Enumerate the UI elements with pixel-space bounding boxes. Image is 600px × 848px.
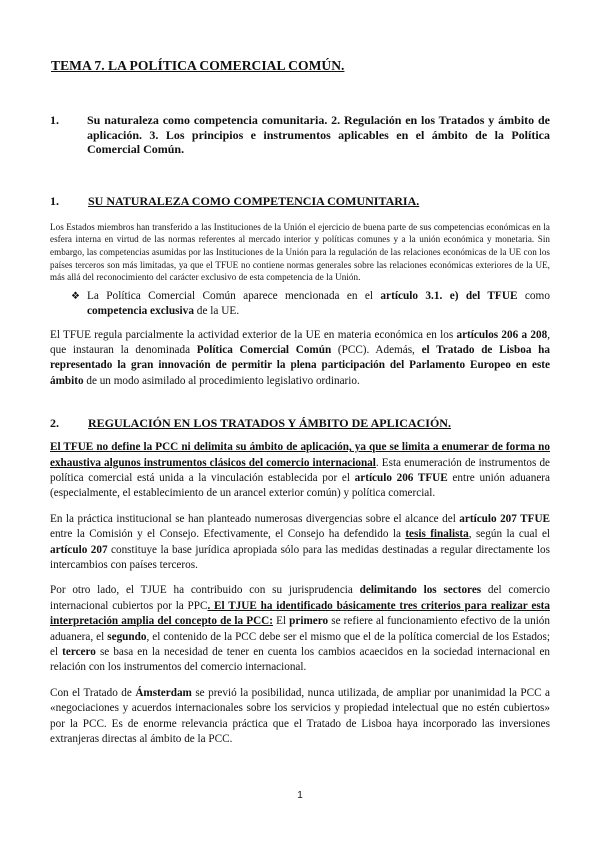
bold-run: delimitando los sectores: [359, 584, 482, 597]
text-run: Por otro lado, el TJUE ha contribuido con su jurisprudencia: [50, 584, 360, 597]
bold-underlined-run: . El TJUE ha identificado básicamente tres criterios para realizar esta interpretación amplia del concepto de la PCC:: [50, 599, 551, 628]
text-run: (PCC). Además,: [331, 343, 422, 356]
bold-run: Ámsterdam: [135, 686, 192, 699]
section-2-paragraph-4: [50, 686, 550, 748]
text-run: se previó la posibilidad, nunca utilizada, de ampliar por unanimidad la PCC a «negociaciones y acuerdos internacionales sobre los servicios y propiedad intelectual que no estén cubiertos» por la PCC. Es de enorme relevancia práctica que el Tratado de Lisboa haya incorporado las inversiones extranjeras directas al ámbito de la PCC.: [50, 686, 550, 746]
section-1-paragraph: [50, 328, 550, 390]
text-run: de la UE.: [193, 305, 240, 318]
bold-run: artículo 3.1. e) del TFUE: [380, 289, 518, 302]
text-run: de un modo asimilado al procedimiento legislativo ordinario.: [83, 374, 360, 387]
bold-run: artículo 207 TFUE: [459, 512, 550, 525]
bold-run: artículos 206 a 208: [456, 328, 548, 341]
section-2-title: REGULACIÓN EN LOS TRATADOS Y ÁMBITO DE APLICACIÓN.: [88, 416, 451, 431]
bold-run: artículo 207: [50, 543, 108, 556]
section-1-heading: [50, 194, 550, 209]
topic-outline: [50, 113, 550, 157]
bold-underlined-run: tesis finalista: [405, 528, 469, 541]
section-1-intro: Los Estados miembros han transferido a las Instituciones de la Unión el ejercicio de buena parte de sus competencias económicas en la esfera interna en virtud de las normas referentes al mercado interior y políticas comunes y a la unión económica y monetaria. Sin embargo, las competencias asumidas por las Instituciones de la Unión para la regulación de las relaciones económicas de la UE con los países terceros son más limitadas, ya que el TFUE no contiene normas generales sobre las relaciones económicas exteriores de la UE, más allá del reconocimiento del carácter exclusivo de esta competencia de la Unión.: [50, 221, 550, 283]
section-2-heading: [50, 416, 550, 431]
outline-text: Su naturaleza como competencia comunitaria. 2. Regulación en los Tratados y ámbito de aplicación. 3. Los principios e instrumentos aplicables en el ámbito de la Política Comercial Común.: [87, 113, 550, 157]
text-run: entre la Comisión y el Consejo. Efectivamente, el Consejo ha defendido la: [50, 528, 406, 541]
text-run: El: [272, 615, 290, 628]
text-run: se refiere al funcionamiento efectivo de la unión aduanera, el: [50, 615, 550, 643]
text-run: , según la cual el: [468, 528, 551, 541]
bold-run: Política Comercial Común: [196, 343, 332, 356]
section-2-number: 2.: [50, 416, 59, 431]
document-page: [50, 58, 550, 758]
text-run: , que instauran la denominada: [50, 328, 550, 356]
page-number: 1: [297, 790, 303, 801]
text-run: En la práctica institucional se han planteado numerosas divergencias sobre el alcance del: [50, 512, 460, 525]
section-1-number: 1.: [50, 193, 59, 208]
diamond-bullet-icon: ❖: [71, 290, 80, 302]
bold-run: segundo: [107, 630, 147, 643]
text-run: del comercio internacional cubiertos por la PPC: [50, 584, 550, 612]
document-title: TEMA 7. LA POLÍTICA COMERCIAL COMÚN.: [51, 58, 345, 73]
section-2-paragraph-1: [50, 440, 550, 502]
bullet-text: [87, 289, 550, 320]
section-2-paragraph-2: [50, 512, 550, 574]
text-run: , el contenido de la PCC debe ser el mismo que el de la política comercial de los Estados; el: [50, 630, 550, 659]
bullet-item: [50, 289, 550, 320]
bold-run: el Tratado de Lisboa ha representado la gran innovación de permitir la plena participación del Parlamento Europeo en este ámbito: [50, 343, 550, 387]
text-run: . Esta enumeración de instrumentos de política comercial está unida a la vinculación establecida por el: [50, 456, 551, 484]
section-2-paragraph-3: [50, 583, 550, 675]
section-1-title: SU NATURALEZA COMO COMPETENCIA COMUNITARIA.: [88, 193, 420, 208]
text-run: constituye la base jurídica apropiada sólo para las medidas destinadas a regular directamente los intercambios con países terceros.: [50, 543, 550, 572]
bold-run: tercero: [62, 646, 96, 659]
bold-run: competencia exclusiva: [87, 305, 194, 318]
outline-number: 1.: [50, 113, 59, 127]
bold-run: primero: [289, 615, 329, 628]
text-run: como: [517, 289, 550, 302]
text-run: se basa en la necesidad de tener en cuenta los cambios acaecidos en la sociedad internacional en relación con los instrumentos del comercio internacional.: [50, 646, 550, 674]
bold-run: artículo 206 TFUE: [354, 472, 448, 484]
bold-underlined-run: El TFUE no define la PCC ni delimita su ámbito de aplicación, ya que se limita a enumerar de forma no exhaustiva algunos instrumentos clásicos del comercio internacional: [50, 441, 550, 469]
text-run: entre unión aduanera (especialmente, el establecimiento de un arancel exterior común) y política comercial.: [50, 472, 550, 500]
text-run: El TFUE regula parcialmente la actividad exterior de la UE en materia económica en los: [50, 328, 457, 341]
text-run: Con el Tratado de: [50, 686, 136, 699]
text-run: La Política Comercial Común aparece mencionada en el: [87, 289, 381, 302]
